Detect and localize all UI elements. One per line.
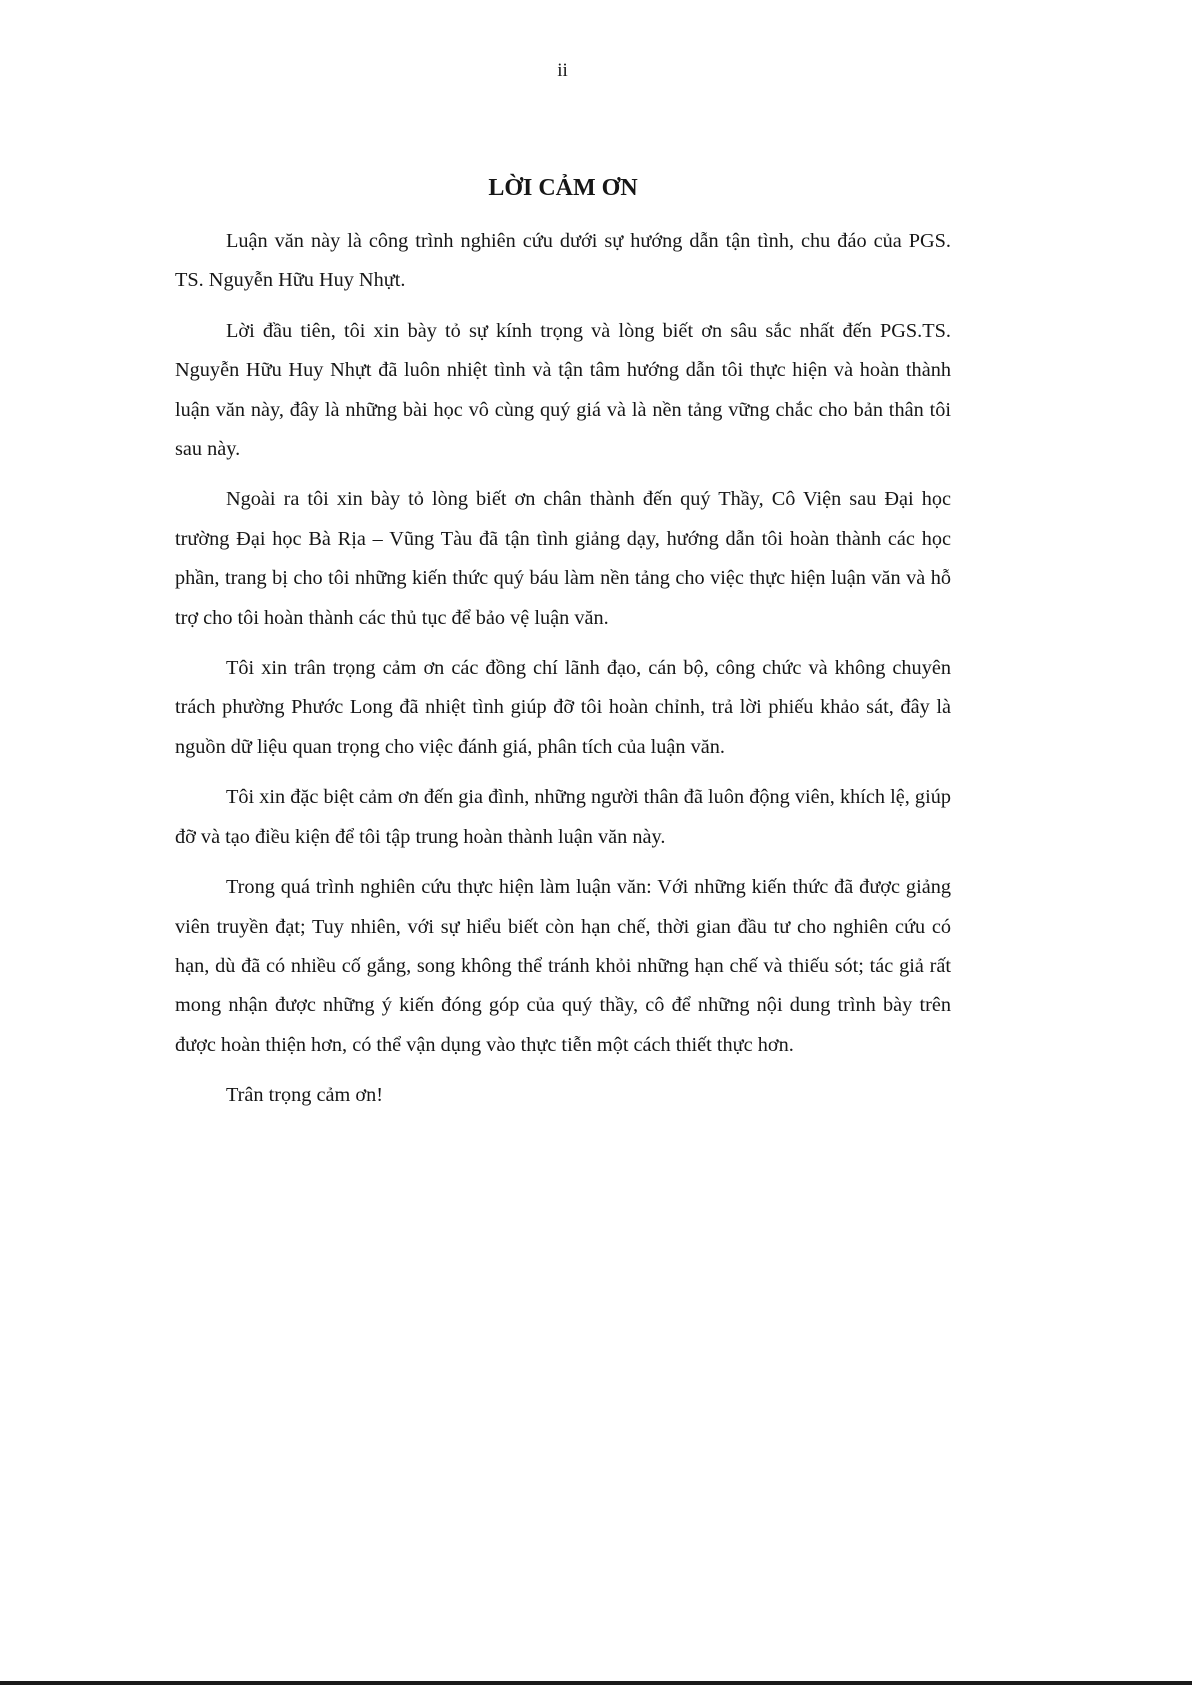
page-bottom-edge bbox=[0, 1681, 1192, 1685]
paragraph-1: Luận văn này là công trình nghiên cứu dưới sự hướng dẫn tận tình, chu đáo của PGS. TS. Nguyễn Hữu Huy Nhựt. bbox=[175, 230, 951, 292]
paragraph-4: Tôi xin trân trọng cảm ơn các đồng chí lãnh đạo, cán bộ, công chức và không chuyên trách phường Phước Long đã nhiệt tình giúp đỡ tôi hoàn chỉnh, trả lời phiếu khảo sát, đây là nguồn dữ liệu quan trọng cho việc đánh giá, phân tích của luận văn. bbox=[175, 657, 951, 758]
paragraph-5: Tôi xin đặc biệt cảm ơn đến gia đình, những người thân đã luôn động viên, khích lệ, giúp đỡ và tạo điều kiện để tôi tập trung hoàn thành luận văn này. bbox=[175, 786, 951, 848]
page-title: LỜI CẢM ƠN bbox=[488, 175, 638, 201]
page-number: ii bbox=[557, 60, 568, 81]
closing-line: Trân trọng cảm ơn! bbox=[226, 1084, 383, 1107]
paragraph-2: Lời đầu tiên, tôi xin bày tỏ sự kính trọng và lòng biết ơn sâu sắc nhất đến PGS.TS. Nguyễn Hữu Huy Nhựt đã luôn nhiệt tình và tận tâm hướng dẫn tôi thực hiện và hoàn thành luận văn này, đây là những bài học vô cùng quý giá và là nền tảng vững chắc cho bản thân tôi sau này. bbox=[175, 319, 951, 461]
paragraph-3: Ngoài ra tôi xin bày tỏ lòng biết ơn chân thành đến quý Thầy, Cô Viện sau Đại học trường Đại học Bà Rịa – Vũng Tàu đã tận tình giảng dạy, hướng dẫn tôi hoàn thành các học phần, trang bị cho tôi những kiến thức quý báu làm nền tảng cho việc thực hiện luận văn và hỗ trợ cho tôi hoàn thành các thủ tục để bảo vệ luận văn. bbox=[175, 488, 951, 629]
paragraph-6: Trong quá trình nghiên cứu thực hiện làm luận văn: Với những kiến thức đã được giảng viên truyền đạt; Tuy nhiên, với sự hiểu biết còn hạn chế, thời gian đầu tư cho nghiên cứu có hạn, dù đã có nhiều cố gắng, song không thể tránh khỏi những hạn chế và thiếu sót; tác giả rất mong nhận được những ý kiến đóng góp của quý thầy, cô để những nội dung trình bày trên được hoàn thiện hơn, có thể vận dụng vào thực tiễn một cách thiết thực hơn. bbox=[175, 876, 951, 1056]
document-body bbox=[175, 172, 951, 1127]
